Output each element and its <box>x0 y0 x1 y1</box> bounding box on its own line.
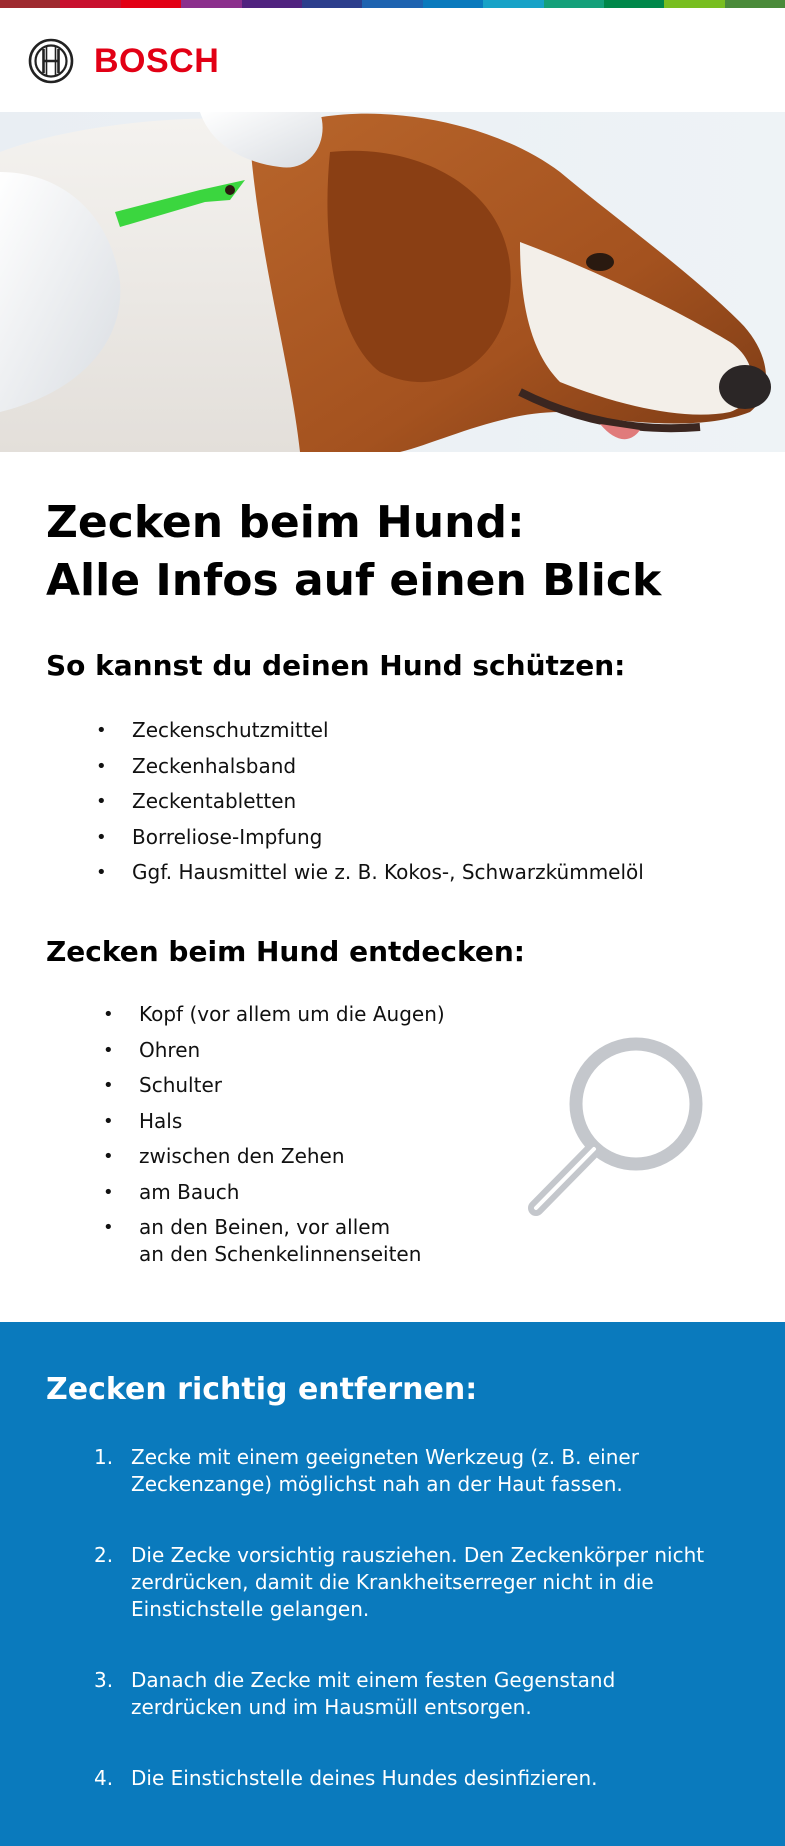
bosch-logo[interactable] <box>28 38 219 84</box>
color-strip-segment <box>121 0 181 8</box>
remove-heading: Zecken richtig entfernen: <box>46 1372 478 1407</box>
color-strip-segment <box>362 0 422 8</box>
remove-steps <box>94 1444 714 1792</box>
list-item: • zwischen den Zehen <box>103 1143 445 1170</box>
magnifier-icon <box>518 1032 718 1236</box>
header <box>0 8 785 112</box>
step-number: 3. <box>94 1668 114 1692</box>
list-item: • Zeckenschutzmittel <box>96 717 644 744</box>
bosch-armature-icon <box>28 38 74 84</box>
list-item: • Kopf (vor allem um die Augen) <box>103 1001 445 1028</box>
page-title <box>46 494 746 610</box>
step-text: Die Einstichstelle deines Hundes desinfizieren. <box>131 1766 598 1790</box>
detect-heading: Zecken beim Hund entdecken: <box>46 935 526 968</box>
color-strip-segment <box>302 0 362 8</box>
step-number: 1. <box>94 1445 114 1469</box>
color-strip-segment <box>604 0 664 8</box>
list-item <box>103 1214 445 1268</box>
color-strip-segment <box>483 0 543 8</box>
color-strip-segment <box>181 0 241 8</box>
color-strip-segment <box>664 0 724 8</box>
brand-name: BOSCH <box>94 42 220 80</box>
color-strip-segment <box>423 0 483 8</box>
color-strip-segment <box>0 0 60 8</box>
dog-tick-photo-icon <box>0 112 785 452</box>
step-text: Zecke mit einem geeigneten Werkzeug (z. B. einer Zeckenzange) möglichst nah an der Haut fassen. <box>131 1445 639 1496</box>
color-strip-segment <box>725 0 785 8</box>
title-line-2: Alle Infos auf einen Blick <box>46 555 662 606</box>
color-strip-segment <box>242 0 302 8</box>
list-item: • Hals <box>103 1108 445 1135</box>
list-item: • Schulter <box>103 1072 445 1099</box>
step-item <box>94 1765 714 1792</box>
hero-image <box>0 112 785 452</box>
protect-heading: So kannst du deinen Hund schützen: <box>46 649 626 682</box>
list-item: • Borreliose-Impfung <box>96 824 644 851</box>
step-text: Danach die Zecke mit einem festen Gegenstand zerdrücken und im Hausmüll entsorgen. <box>131 1668 616 1719</box>
brand-color-strip <box>0 0 785 8</box>
list-item: • am Bauch <box>103 1179 445 1206</box>
list-item-line: an den Beinen, vor allem <box>139 1215 391 1239</box>
title-line-1: Zecken beim Hund: <box>46 497 525 548</box>
step-item <box>94 1542 714 1623</box>
remove-section <box>0 1322 785 1846</box>
detect-list <box>103 1001 445 1277</box>
step-item <box>94 1667 714 1721</box>
list-item: • Ggf. Hausmittel wie z. B. Kokos-, Schwarzkümmelöl <box>96 859 644 886</box>
step-number: 4. <box>94 1766 114 1790</box>
list-item: • Ohren <box>103 1037 445 1064</box>
color-strip-segment <box>60 0 120 8</box>
list-item: • Zeckenhalsband <box>96 753 644 780</box>
step-item <box>94 1444 714 1498</box>
step-number: 2. <box>94 1543 114 1567</box>
list-item: • Zeckentabletten <box>96 788 644 815</box>
list-item-line: an den Schenkelinnenseiten <box>139 1242 422 1266</box>
protect-list <box>96 717 644 895</box>
color-strip-segment <box>544 0 604 8</box>
step-text: Die Zecke vorsichtig rausziehen. Den Zeckenkörper nicht zerdrücken, damit die Krankheitserreger nicht in die Einstichstelle gelangen. <box>131 1543 705 1621</box>
